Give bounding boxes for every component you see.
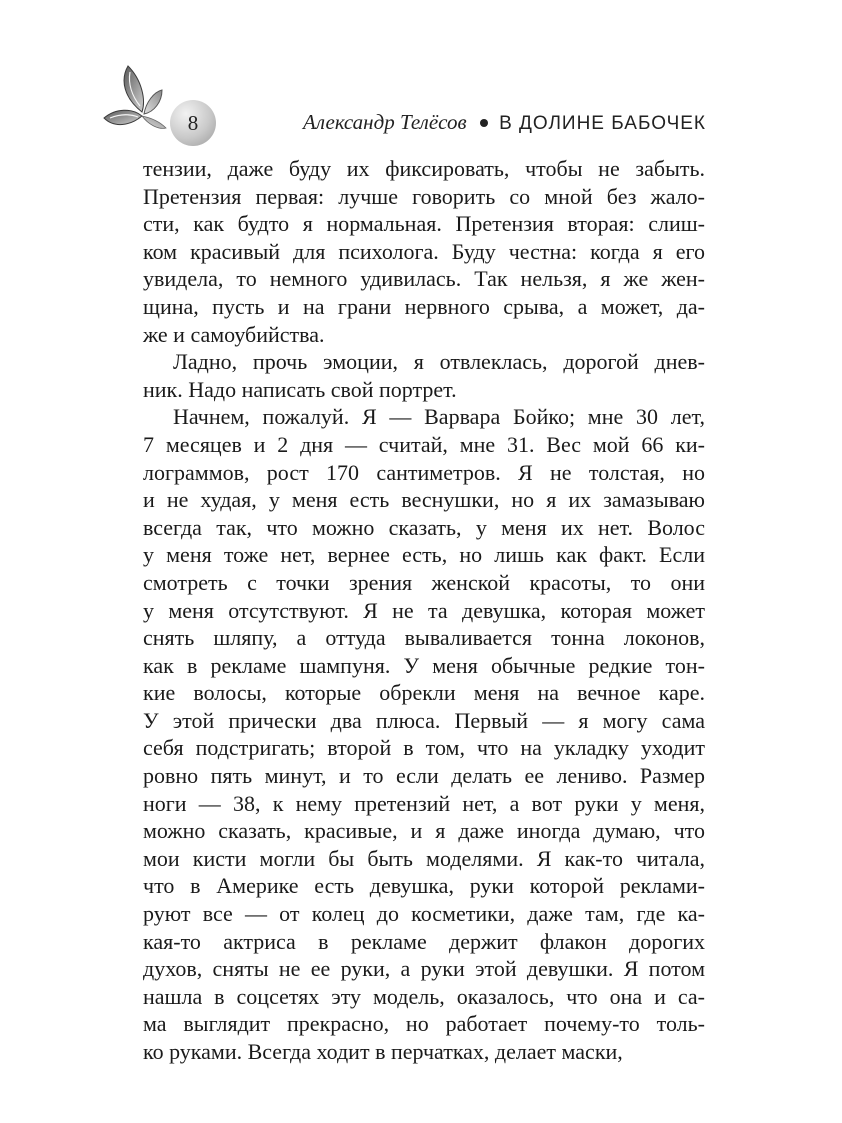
text-line: ма выглядит прекрасно, но работает почему-то толь-	[143, 1011, 705, 1037]
text-line: нашла в соцсетях эту модель, оказалось, что она и са-	[143, 983, 705, 1009]
text-line: ноги — 38, к нему претензий нет, а вот руки у меня,	[143, 790, 705, 816]
text-line: ровно пять минут, и то если делать ее лениво. Размер	[143, 763, 705, 789]
text-line: ник. Надо написать свой портрет.	[143, 376, 457, 402]
text-line: руют все — от колец до косметики, даже там, где ка-	[143, 901, 705, 927]
text-line: снять шляпу, а оттуда вываливается тонна локонов,	[143, 625, 705, 651]
body-text	[143, 155, 705, 1066]
text-line: Ладно, прочь эмоции, я отвлеклась, дорогой днев-	[173, 349, 705, 375]
text-line: как в рекламе шампуня. У меня обычные редкие тон-	[143, 652, 705, 678]
running-head-title: В ДОЛИНЕ БАБОЧЕК	[499, 113, 706, 134]
text-line: ко руками. Всегда ходит в перчатках, делает маски,	[143, 1039, 623, 1064]
running-head-author: Александр Телёсов	[303, 110, 467, 134]
text-line: кие волосы, которые обрекли меня на вечное каре.	[143, 680, 705, 706]
text-line: себя подстригать; второй в том, что на укладку уходит	[143, 735, 705, 761]
text-line: духов, сняты не ее руки, а руки этой девушки. Я потом	[143, 956, 705, 982]
text-line: можно сказать, красивые, и я даже иногда думаю, что	[143, 818, 705, 844]
text-line: сти, как будто я нормальная. Претензия вторая: слиш-	[143, 211, 705, 237]
text-line: лограммов, рост 170 сантиметров. Я не толстая, но	[143, 459, 705, 485]
text-line: тензии, даже буду их фиксировать, чтобы не забыть.	[143, 156, 705, 181]
running-head	[303, 110, 706, 135]
text-line: у меня отсутствуют. Я не та девушка, которая может	[143, 597, 705, 623]
text-line: У этой прически два плюса. Первый — я могу сама	[143, 707, 705, 733]
bullet-separator	[480, 119, 488, 127]
text-line: всегда так, что можно сказать, у меня их нет. Волос	[143, 514, 705, 540]
text-line: и не худая, у меня есть веснушки, но я их замазываю	[143, 487, 705, 513]
text-line: увидела, то немного удивилась. Так нельзя, я же жен-	[143, 266, 705, 292]
text-line: Начнем, пожалуй. Я — Варвара Бойко; мне 30 лет,	[173, 404, 705, 430]
paragraph	[143, 348, 705, 403]
paragraph	[143, 403, 705, 1065]
text-line: же и самоубийства.	[143, 321, 325, 347]
page-header	[0, 0, 842, 150]
text-line: Претензия первая: лучше говорить со мной без жало-	[143, 183, 705, 209]
text-line: кая-то актриса в рекламе держит флакон дорогих	[143, 928, 705, 954]
page-number: 8	[187, 110, 199, 135]
text-line: щина, пусть и на грани нервного срыва, а может, да-	[143, 293, 705, 319]
text-line: 7 месяцев и 2 дня — считай, мне 31. Вес мой 66 ки-	[143, 431, 705, 457]
text-line: что в Америке есть девушка, руки которой реклами-	[143, 873, 705, 899]
text-line: мои кисти могли бы быть моделями. Я как-то читала,	[143, 845, 705, 871]
page-number-badge	[170, 100, 216, 146]
text-line: у меня тоже нет, вернее есть, но лишь как факт. Если	[143, 542, 705, 568]
paragraph	[143, 155, 705, 348]
text-line: смотреть с точки зрения женской красоты, то они	[143, 569, 705, 595]
text-line: ком красивый для психолога. Буду честна: когда я его	[143, 238, 705, 264]
